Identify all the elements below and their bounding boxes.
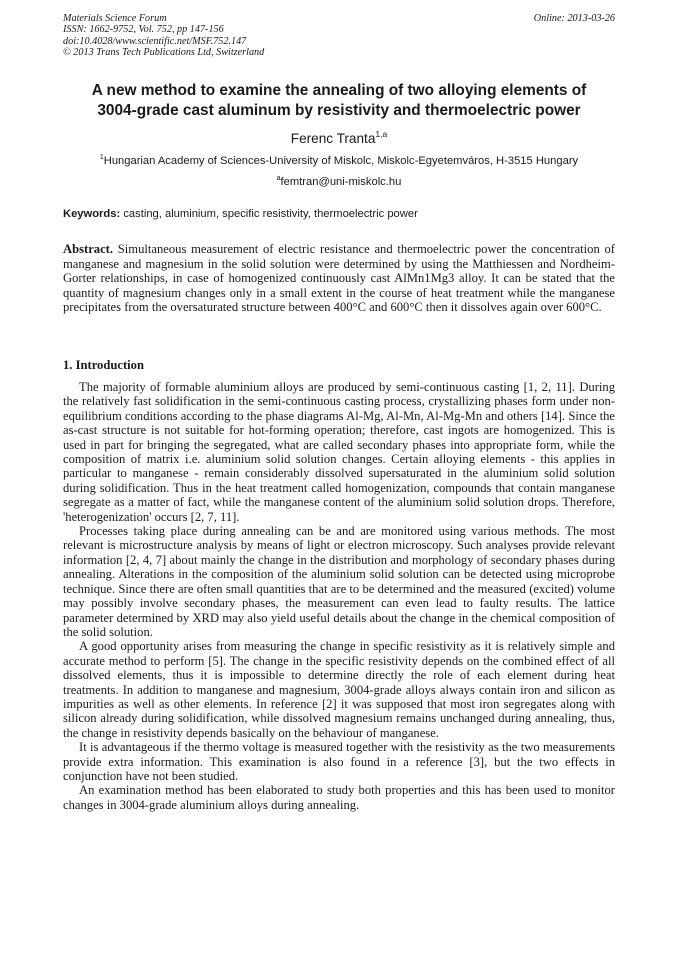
author [0, 126, 678, 147]
title-line-2: 3004-grade cast aluminum by resistivity and thermoelectric power [97, 102, 581, 119]
abstract-label: Abstract. [63, 242, 114, 256]
title-line-1: A new method to examine the annealing of two alloying elements of [91, 82, 587, 99]
author-email [0, 172, 678, 189]
copyright-line: © 2013 Trans Tech Publications Ltd, Switzerland [63, 47, 265, 59]
online-date: Online: 2013-03-26 [533, 13, 615, 24]
paragraph: A good opportunity arises from measuring the change in specific resistivity as it is relatively simple and accurate method to perform [5]. The change in the specific resistivity depends on the combined effect of all dissolved elements, thus it is impossible to determine directly the role of each element during heat treatments. In addition to manganese and magnesium, 3004-grade alloys always contain iron and silicon as impurities as well as other elements. In reference [2] it was supposed that most iron segregates along with silicon already during solidification, while dissolved magnesium remains unchanged during annealing, thus, the change in resistivity depends basically on the behaviour of manganese. [63, 639, 615, 740]
paragraph: The majority of formable aluminium alloys are produced by semi-continuous casting [1, 2, 11]. During the relatively fast solidification in the semi-continuous casting process, crystallizing phases form under non-equilibrium conditions according to the phase diagrams Al-Mg, Al-Mn, Al-Mg-Mn and others [14]. Since the as-cast structure is not suitable for hot-forming operation; therefore, cast ingots are homogenized. This is used in part for bringing the segregated, what are called secondary phases into appropriate form, while the composition of matrix i.e. aluminium solid solution changes. Certain alloying elements - this applies in particular to manganese - remain considerably dissolved supersaturated in the aluminium solid solution during solidification. Thus in the heat treatment called homogenization, compounds that contain manganese segregate as a matter of fact, while the manganese content of the aluminium solid solution drops. Therefore, 'heterogenization' occurs [2, 7, 11]. [63, 380, 615, 524]
doi-line[interactable]: doi:10.4028/www.scientific.net/MSF.752.147 [63, 35, 247, 47]
section-body [63, 380, 615, 812]
abstract [63, 242, 615, 315]
keywords [63, 207, 418, 221]
issn-line: ISSN: 1662-9752, Vol. 752, pp 147-156 [63, 24, 224, 36]
journal-header [63, 13, 264, 59]
keywords-label: Keywords: [63, 208, 121, 220]
author-superscript: 1,a [375, 129, 388, 139]
affiliation-superscript: 1 [99, 154, 104, 161]
journal-name: Materials Science Forum [63, 13, 167, 24]
keywords-text: casting, aluminium, specific resistivity, thermoelectric power [123, 208, 418, 220]
abstract-text: Simultaneous measurement of electric resistance and thermoelectric power the concentration of manganese and magnesium in the solid solution were determined by using the Matthiessen and Nordheim-Gorter relationships, in case of homogenized continuously cast AlMn1Mg3 alloy. It can be stated that the quantity of magnesium changes only in a small extent in the course of heat treatment while the manganese precipitates from the oversaturated structure between 400°C and 600°C then it dissolves again over 600°C. [63, 242, 615, 314]
paragraph: Processes taking place during annealing can be and are monitored using various methods. The most relevant is microstructure analysis by means of light or electron microscopy. Such analyses provide relevant information [2, 4, 7] about mainly the change in the distribution and morphology of secondary phases during annealing. Alterations in the composition of the aluminium solid solution can be detected using microprobe technique. Since there are often small quantities that are to be determined and the measured (excited) volume may possibly involve secondary phases, the measurement can even lead to faulty results. The lattice parameter determined by XRD may also yield useful details about the change in the chemical composition of the solid solution. [63, 524, 615, 639]
paragraph: An examination method has been elaborated to study both properties and this has been used to monitor changes in 3004-grade aluminium alloys during annealing. [63, 783, 615, 812]
paper-title [40, 81, 638, 121]
email-text[interactable]: femtran@uni-miskolc.hu [280, 176, 402, 188]
section-heading: 1. Introduction [63, 358, 144, 372]
affiliation-text: Hungarian Academy of Sciences-University of Miskolc, Miskolc-Egyetemváros, H-3515 Hungary [103, 155, 579, 167]
author-name: Ferenc Tranta [290, 131, 376, 146]
affiliation [0, 151, 678, 168]
paragraph: It is advantageous if the thermo voltage is measured together with the resistivity as the two measurements provide extra information. This examination is also found in a reference [3], but the two effects in conjunction have not been studied. [63, 740, 615, 783]
email-superscript: a [276, 175, 281, 182]
